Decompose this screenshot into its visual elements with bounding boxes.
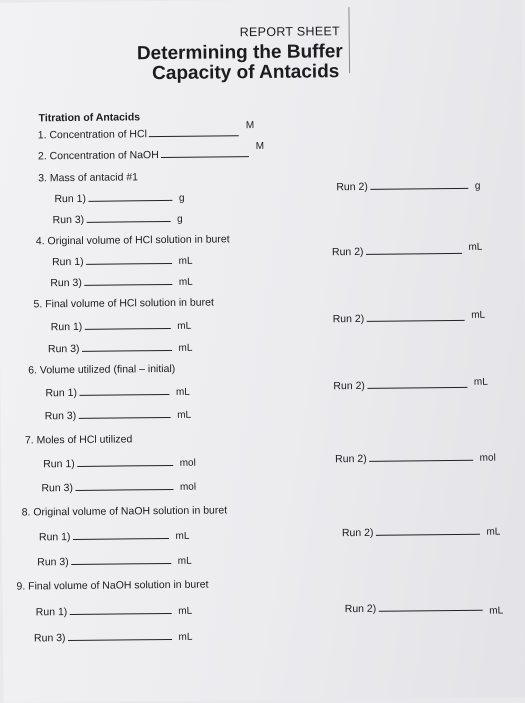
q3-run1-blank[interactable]: [88, 199, 172, 202]
q6-run2-unit: mL: [473, 376, 488, 388]
q8-run1-label: Run 1): [38, 531, 71, 544]
q9-run2-label: Run 2): [344, 602, 377, 616]
q3-run3-unit: g: [177, 213, 183, 225]
q3-run3: [53, 213, 183, 226]
report-sheet-page: ​ REPORT SHEET Determining the Buffer Capacity of Antacids Titration of Antacids 1. Concentration of HCl M 2. Concentration of NaOH M 3. Mass of antacid #1 Run 1) g Run 2) g Run 3) g 4. Original volume of HCl solution in buret Run 1) mL Run 2) mL Run 3) mL 5. Final volume of HCl solution in buret Run 1) mL Run 2) mL Run 3) mL 6. Volume utilized (final – initial) Run 1) mL Run 2) mL Run 3) mL 7. Moles of HCl utilized Run 1) mol Run 2) mol Run 3) mol 8. Original volume of NaOH solution in buret Run 1) mL Run 2) mL Run 3) mL 9. Final volume of NaOH solution in buret Run 1) mL Run 2) mL Run 3) mL: [0, 0, 525, 703]
q4-run1-blank[interactable]: [86, 262, 172, 265]
section-title: Titration of Antacids: [38, 111, 141, 125]
q2-unit: M: [255, 140, 265, 153]
q6-run3-label: Run 3): [44, 409, 77, 423]
q3-run1-label: Run 1): [54, 192, 86, 206]
q9-run1-blank[interactable]: [69, 612, 171, 615]
q8-run2: [342, 526, 501, 540]
q4-run2-blank[interactable]: [366, 252, 462, 255]
title-line-1: Determining the Buffer: [136, 41, 343, 65]
q6-run3-blank[interactable]: [78, 416, 170, 419]
q3-run2: [336, 180, 480, 194]
q9-run2-unit: mL: [489, 605, 504, 617]
q3-run2-unit: g: [474, 180, 481, 192]
q6-label: 6. Volume utilized (final – initial): [28, 362, 176, 377]
q5-run2-label: Run 2): [332, 312, 365, 326]
q2-label: 2. Concentration of NaOH: [37, 149, 159, 163]
q3-run2-label: Run 2): [336, 180, 368, 194]
title-line-2: Capacity of Antacids: [151, 61, 340, 85]
q4-run2-unit: mL: [468, 241, 483, 253]
q9-run3: [34, 631, 193, 645]
q9-run1-label: Run 1): [35, 606, 68, 619]
q3-run3-blank[interactable]: [86, 220, 170, 223]
q7-run1-blank[interactable]: [77, 464, 173, 467]
q8-run2-unit: mL: [486, 526, 501, 538]
q6-run1-unit: mL: [175, 386, 190, 398]
q8-run3-label: Run 3): [37, 556, 69, 569]
q6-run3: [45, 409, 192, 423]
q8-run2-blank[interactable]: [375, 533, 479, 536]
q1-blank[interactable]: [149, 134, 239, 137]
q4-label: 4. Original volume of HCl solution in buret: [35, 233, 230, 248]
q8-run3: [37, 555, 192, 569]
q9-run3-unit: mL: [178, 631, 193, 643]
q4-run1-label: Run 1): [52, 255, 84, 269]
q7-run3-unit: mol: [179, 481, 197, 493]
q9-run1-unit: mL: [178, 605, 193, 617]
q3-run1-unit: g: [178, 192, 185, 204]
q3-label: 3. Mass of antacid #1: [38, 171, 139, 185]
q7-run1: [43, 457, 196, 471]
q1-label: 1. Concentration of HCl: [37, 128, 147, 142]
q5-run2: [332, 309, 486, 326]
q8-run3-blank[interactable]: [71, 562, 171, 565]
q1-unit: M: [245, 120, 255, 132]
q3-run1: [54, 192, 184, 205]
q9-run2: [345, 601, 504, 615]
q8-run3-unit: mL: [177, 555, 192, 567]
q7-run3: [41, 481, 196, 495]
q4-run1: [52, 255, 193, 268]
q4-run3-label: Run 3): [50, 276, 82, 290]
q7-run2: [335, 452, 496, 466]
q2-row: [37, 140, 265, 163]
q4-run3-blank[interactable]: [84, 283, 172, 286]
q7-run2-unit: mol: [479, 452, 496, 464]
q7-run3-label: Run 3): [41, 481, 74, 495]
q4-run2: [331, 241, 483, 259]
q5-run3-unit: mL: [178, 342, 193, 354]
report-sheet-heading: REPORT SHEET: [239, 24, 341, 40]
q8-label: 8. Original volume of NaOH solution in buret: [21, 504, 228, 519]
margin-rule: [348, 7, 350, 73]
q9-label: 9. Final volume of NaOH solution in buret: [16, 578, 209, 593]
q7-label: 7. Moles of HCl utilized: [24, 433, 133, 447]
q5-run1-label: Run 1): [50, 320, 83, 334]
q8-run1-blank[interactable]: [72, 537, 168, 540]
q7-run3-blank[interactable]: [75, 488, 173, 491]
q9-run1: [36, 605, 193, 619]
q8-run1: [39, 530, 190, 544]
q5-run1: [51, 320, 192, 333]
q5-run3: [48, 342, 193, 356]
q6-run1-blank[interactable]: [79, 393, 169, 396]
q7-run1-unit: mol: [179, 457, 196, 469]
q6-run2-label: Run 2): [333, 379, 365, 393]
q5-run1-blank[interactable]: [84, 327, 170, 330]
q7-run2-label: Run 2): [335, 452, 367, 466]
q6-run1: [45, 386, 190, 400]
q4-run2-label: Run 2): [331, 245, 364, 259]
q5-run2-blank[interactable]: [366, 319, 464, 322]
q6-run2: [333, 376, 488, 393]
q8-run2-label: Run 2): [341, 526, 374, 540]
q3-run2-blank[interactable]: [370, 187, 468, 190]
q5-run3-blank[interactable]: [82, 349, 172, 352]
q4-run3-unit: mL: [178, 276, 193, 288]
q2-blank[interactable]: [161, 155, 249, 158]
q5-run3-label: Run 3): [47, 342, 80, 356]
q4-run1-unit: mL: [178, 255, 193, 267]
q6-run2-blank[interactable]: [367, 386, 467, 389]
q3-run3-label: Run 3): [52, 213, 85, 227]
q1-row: [37, 120, 255, 142]
q4-run3: [50, 276, 193, 289]
q6-run3-unit: mL: [177, 409, 192, 421]
q9-run3-label: Run 3): [33, 632, 66, 645]
q7-run2-blank[interactable]: [369, 459, 473, 462]
q5-run2-unit: mL: [471, 309, 486, 321]
q6-run1-label: Run 1): [45, 386, 78, 400]
q9-run3-blank[interactable]: [68, 638, 172, 641]
q8-run1-unit: mL: [175, 530, 190, 542]
q7-run1-label: Run 1): [43, 457, 75, 471]
q5-label: 5. Final volume of HCl solution in buret: [33, 296, 214, 311]
q9-run2-blank[interactable]: [378, 609, 482, 612]
q5-run1-unit: mL: [177, 320, 192, 332]
